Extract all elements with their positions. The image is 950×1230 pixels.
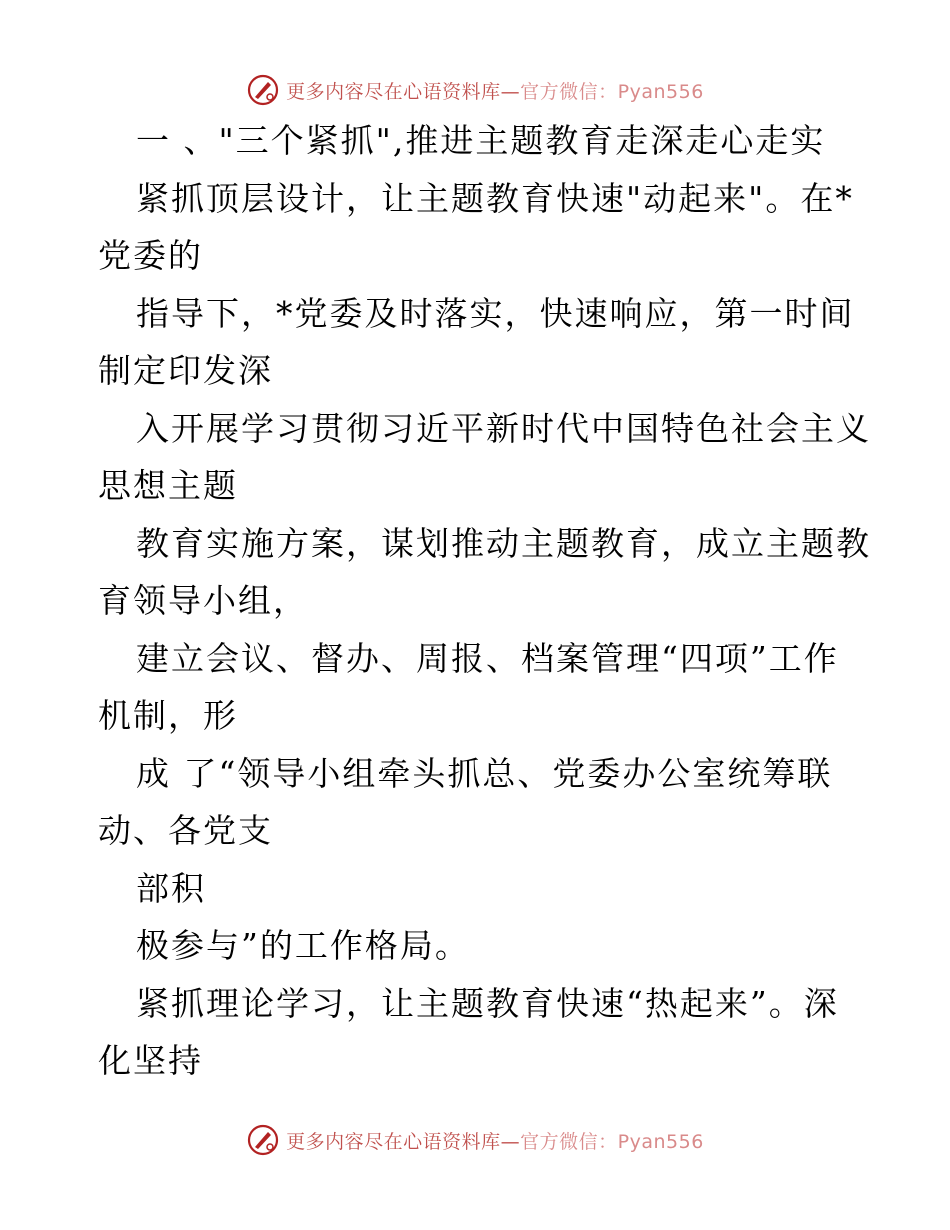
footer-banner-main: 更多内容尽在心语资料库—	[286, 1130, 521, 1153]
header-banner-text	[286, 77, 704, 104]
paragraph-line: 思想主题	[98, 466, 238, 505]
header-banner-contact: 官方微信：Pyan556	[520, 80, 704, 103]
pen-logo-icon	[246, 1123, 280, 1157]
paragraph-line: 制定印发深	[98, 351, 273, 390]
footer-watermark-banner	[0, 1120, 950, 1160]
document-body	[98, 112, 878, 1090]
header-banner-main: 更多内容尽在心语资料库—	[286, 80, 521, 103]
paragraph-line: 紧抓理论学习，让主题教育快速“热起来”。深	[136, 983, 839, 1023]
paragraph-line: 部积	[136, 868, 206, 908]
paragraph-line: 入开展学习贯彻习近平新时代中国特色社会主义	[136, 408, 871, 448]
section-heading: 一 、"三个紧抓",推进主题教育走深走心走实	[136, 121, 826, 160]
paragraph-line: 指导下，*党委及时落实，快速响应，第一时间	[136, 293, 855, 333]
paragraph-line: 教育实施方案，谋划推动主题教育，成立主题教	[136, 523, 871, 563]
paragraph-line: 极参与”的工作格局。	[136, 926, 470, 965]
paragraph-line: 成 了“领导小组牵头抓总、党委办公室统筹联	[136, 753, 833, 793]
paragraph-line: 建立会议、督办、周报、档案管理“四项”工作	[136, 638, 839, 678]
footer-banner-text	[286, 1127, 704, 1154]
paragraph-line: 机制，形	[98, 696, 238, 735]
pen-logo-icon	[246, 73, 280, 107]
paragraph-line: 动、各党支	[98, 811, 273, 850]
paragraph-line: 党委的	[98, 236, 203, 275]
header-watermark-banner	[0, 70, 950, 110]
paragraph-line: 育领导小组，	[98, 581, 308, 620]
paragraph-line: 化坚持	[98, 1041, 203, 1080]
footer-banner-contact: 官方微信：Pyan556	[520, 1130, 704, 1153]
paragraph-line: 紧抓顶层设计，让主题教育快速"动起来"。在*	[136, 178, 854, 218]
